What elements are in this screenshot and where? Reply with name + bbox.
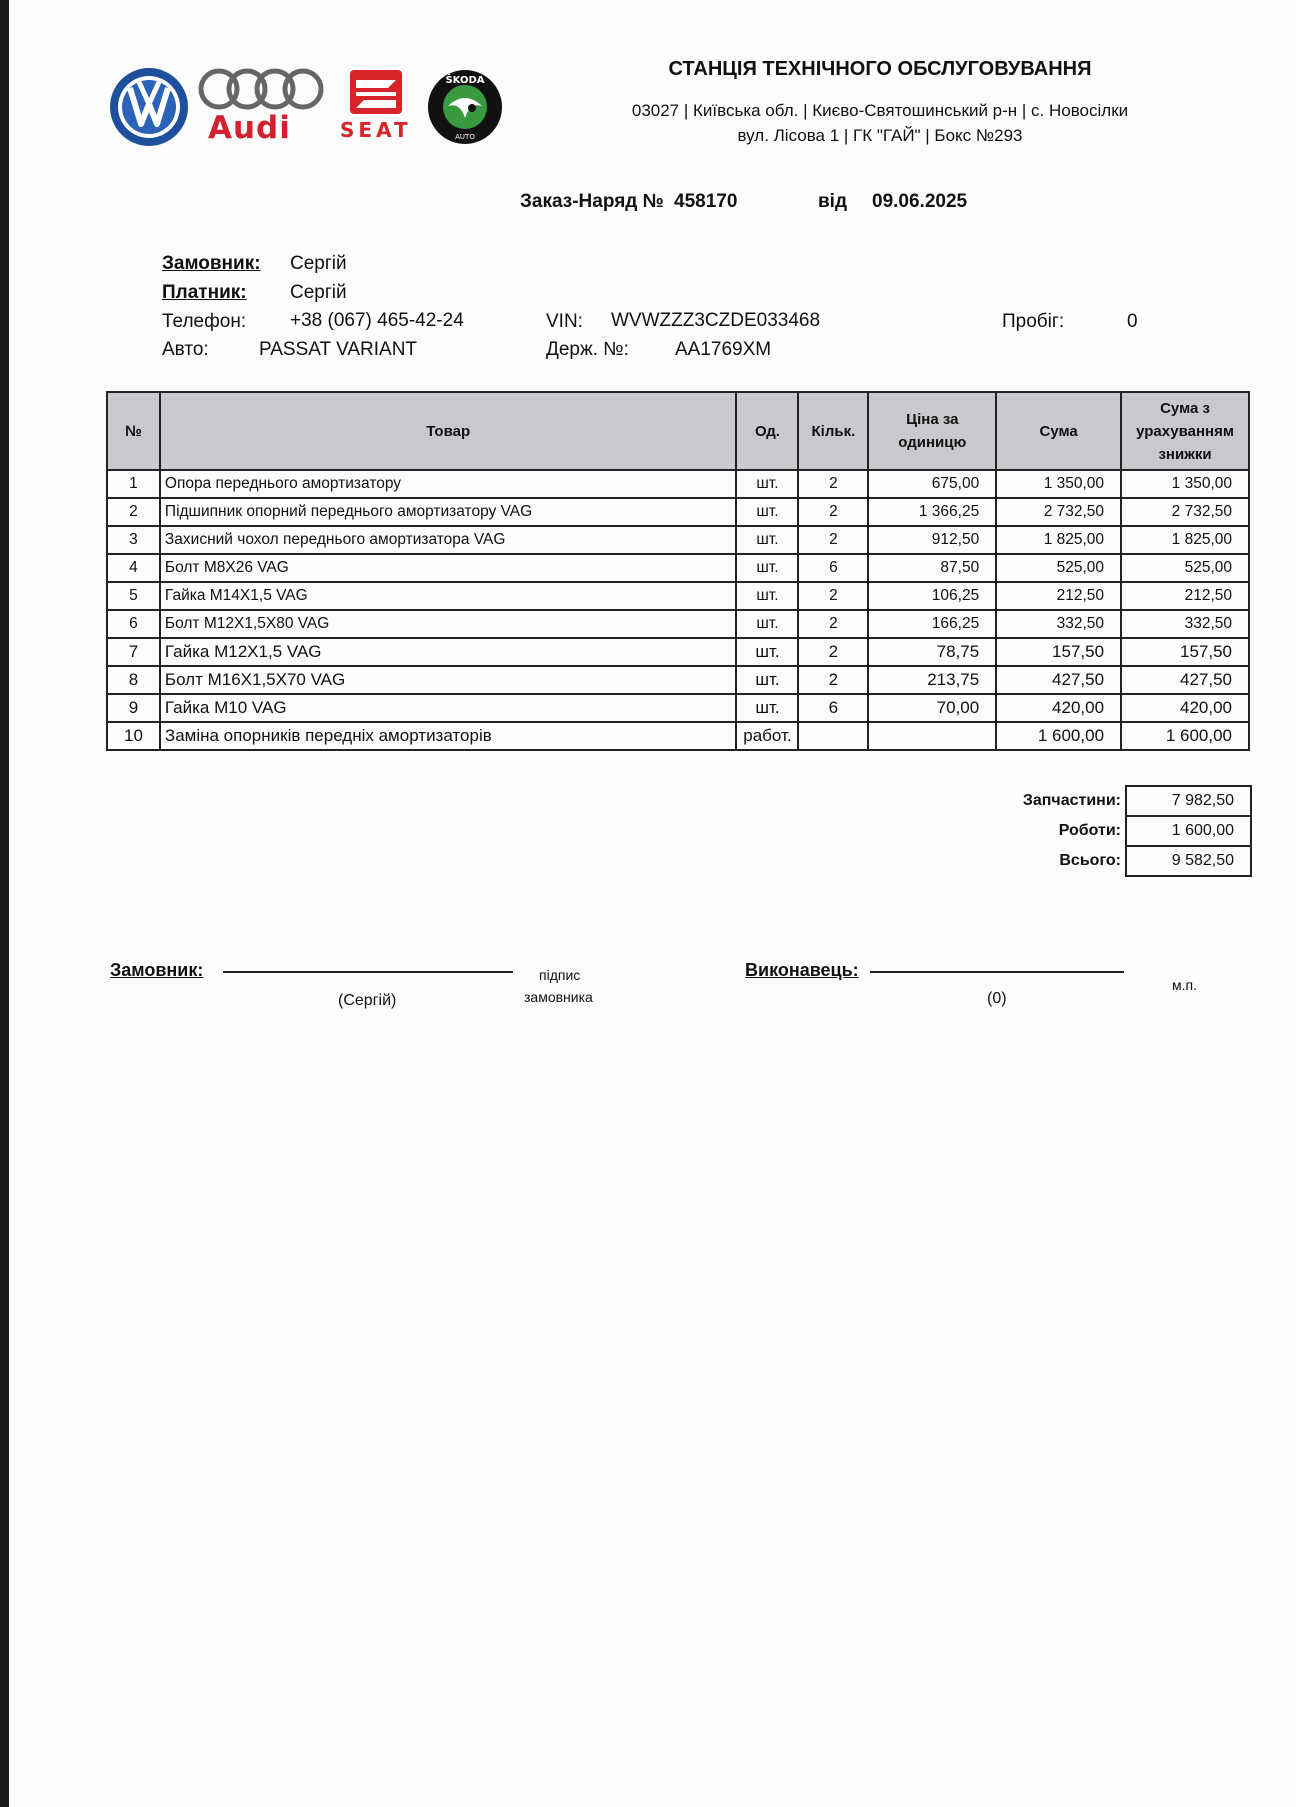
- row-unit: шт.: [736, 526, 798, 554]
- table-row: [107, 498, 1249, 526]
- row-name: Захисний чохол переднього амортизатора VAG: [160, 526, 737, 554]
- row-total: 1 350,00: [1121, 470, 1249, 498]
- order-from-label: від: [818, 191, 848, 212]
- row-unit: шт.: [736, 498, 798, 526]
- row-total: 2 732,50: [1121, 498, 1249, 526]
- header-disc-line2: урахуванням: [1136, 422, 1234, 440]
- signature-customer-label: Замовник:: [110, 960, 204, 980]
- row-qty: 2: [798, 610, 868, 638]
- row-sum: 1 825,00: [996, 526, 1121, 554]
- work-value: 1 600,00: [1126, 816, 1251, 846]
- row-name: Болт M8X26 VAG: [160, 554, 737, 582]
- audi-wordmark: Audi: [208, 110, 291, 146]
- row-name: Підшипник опорний переднього амортизатору VAG: [160, 498, 737, 526]
- row-name: Болт M12X1,5X80 VAG: [160, 610, 737, 638]
- total-label: Всього:: [1059, 852, 1121, 869]
- row-qty: 2: [798, 582, 868, 610]
- seat-emblem: [348, 68, 404, 116]
- vin-label: VIN:: [546, 311, 583, 332]
- row-unit: шт.: [736, 470, 798, 498]
- row-qty: 2: [798, 470, 868, 498]
- totals-table: [960, 785, 1252, 877]
- row-qty: 2: [798, 498, 868, 526]
- row-qty: 2: [798, 526, 868, 554]
- signature-caption-2: замовника: [524, 989, 593, 1005]
- row-total: 332,50: [1121, 610, 1249, 638]
- row-sum: 2 732,50: [996, 498, 1121, 526]
- mileage-value: 0: [1127, 311, 1138, 332]
- row-num: 9: [107, 694, 160, 722]
- row-unit: шт.: [736, 610, 798, 638]
- totals-row-work: [960, 816, 1251, 846]
- table-row: [107, 554, 1249, 582]
- car-value: PASSAT VARIANT: [259, 339, 418, 360]
- order-label: Заказ-Наряд №: [520, 191, 664, 212]
- plate-label: Держ. №:: [546, 339, 629, 360]
- row-price: 106,25: [868, 582, 996, 610]
- row-total: 212,50: [1121, 582, 1249, 610]
- brand-logos: [108, 62, 508, 148]
- total-value: 9 582,50: [1126, 846, 1251, 876]
- signature-customer-line: [223, 971, 513, 973]
- totals-row-total: [960, 846, 1251, 876]
- row-unit: работ.: [736, 722, 798, 750]
- totals-row-parts: [960, 786, 1251, 816]
- audi-rings: [196, 66, 328, 112]
- row-name: Болт M16X1,5X70 VAG: [160, 666, 737, 694]
- row-qty: 6: [798, 554, 868, 582]
- header-disc-line1: Сума з: [1160, 399, 1210, 417]
- row-qty: 6: [798, 694, 868, 722]
- table-row: [107, 694, 1249, 722]
- row-num: 4: [107, 554, 160, 582]
- row-total: 427,50: [1121, 666, 1249, 694]
- signature-caption-1: підпис: [539, 967, 581, 983]
- parts-value: 7 982,50: [1126, 786, 1251, 816]
- row-price: 675,00: [868, 470, 996, 498]
- row-num: 1: [107, 470, 160, 498]
- address-line-1: 03027 | Київська обл. | Києво-Святошинський р-н | с. Новосілки: [631, 101, 1129, 120]
- header-price: [868, 392, 996, 470]
- row-sum: 212,50: [996, 582, 1121, 610]
- table-row: [107, 526, 1249, 554]
- address-line-2: вул. Лісова 1 | ГК "ГАЙ" | Бокс №293: [737, 126, 1023, 145]
- vin-value: WVWZZZ3CZDE033468: [611, 310, 821, 331]
- row-sum: 332,50: [996, 610, 1121, 638]
- table-row: [107, 470, 1249, 498]
- row-sum: 1 600,00: [996, 722, 1121, 750]
- row-name: Заміна опорників передніх амортизаторів: [160, 722, 737, 750]
- header-sum: Сума: [996, 392, 1121, 470]
- table-row: [107, 610, 1249, 638]
- customer-label: Замовник:: [162, 253, 261, 274]
- signature-executor-line: [870, 971, 1124, 973]
- row-total: 1 600,00: [1121, 722, 1249, 750]
- order-date: 09.06.2025: [872, 191, 968, 212]
- row-num: 6: [107, 610, 160, 638]
- header-disc-line3: знижки: [1158, 445, 1212, 463]
- skoda-text: ŠKODA: [445, 75, 485, 86]
- row-unit: шт.: [736, 638, 798, 666]
- row-price: 166,25: [868, 610, 996, 638]
- table-row: [107, 722, 1249, 750]
- header-discount: [1121, 392, 1249, 470]
- row-total: 157,50: [1121, 638, 1249, 666]
- row-total: 420,00: [1121, 694, 1249, 722]
- station-title: СТАНЦІЯ ТЕХНІЧНОГО ОБСЛУГОВУВАННЯ: [668, 58, 1092, 80]
- row-sum: 427,50: [996, 666, 1121, 694]
- payer-label: Платник:: [162, 282, 247, 303]
- row-num: 2: [107, 498, 160, 526]
- signature-executor-label: Виконавець:: [745, 960, 859, 980]
- header-unit: Од.: [736, 392, 798, 470]
- stamp-place: м.п.: [1172, 977, 1197, 993]
- row-num: 3: [107, 526, 160, 554]
- row-price: [868, 722, 996, 750]
- order-number: 458170: [674, 191, 738, 212]
- row-price: 87,50: [868, 554, 996, 582]
- row-price: 70,00: [868, 694, 996, 722]
- skoda-logo: [426, 68, 504, 146]
- row-price: 213,75: [868, 666, 996, 694]
- row-unit: шт.: [736, 666, 798, 694]
- row-sum: 525,00: [996, 554, 1121, 582]
- row-num: 5: [107, 582, 160, 610]
- row-name: Гайка M10 VAG: [160, 694, 737, 722]
- phone-value: +38 (067) 465-42-24: [290, 310, 464, 331]
- row-sum: 157,50: [996, 638, 1121, 666]
- header-num: №: [107, 392, 160, 470]
- parts-label: Запчастини:: [1022, 792, 1121, 809]
- row-qty: 2: [798, 638, 868, 666]
- row-unit: шт.: [736, 694, 798, 722]
- row-name: Гайка M14X1,5 VAG: [160, 582, 737, 610]
- mileage-label: Пробіг:: [1002, 311, 1065, 332]
- row-qty: [798, 722, 868, 750]
- table-row: [107, 638, 1249, 666]
- vw-logo-text: VW: [108, 66, 110, 67]
- header-item: Товар: [160, 392, 737, 470]
- seat-wordmark: SEAT: [340, 118, 412, 142]
- row-name: Гайка M12X1,5 VAG: [160, 638, 737, 666]
- table-row: [107, 666, 1249, 694]
- row-num: 10: [107, 722, 160, 750]
- customer-name: Сергій: [290, 253, 347, 274]
- row-price: 1 366,25: [868, 498, 996, 526]
- skoda-sub: AUTO: [455, 133, 475, 141]
- work-label: Роботи:: [1058, 822, 1121, 839]
- row-num: 7: [107, 638, 160, 666]
- plate-value: AA1769XM: [675, 339, 772, 360]
- phone-label: Телефон:: [162, 311, 247, 332]
- row-name: Опора переднього амортизатору: [160, 470, 737, 498]
- row-num: 8: [107, 666, 160, 694]
- row-price: 78,75: [868, 638, 996, 666]
- row-total: 525,00: [1121, 554, 1249, 582]
- header-qty: Кільк.: [798, 392, 868, 470]
- payer-name: Сергій: [290, 282, 347, 303]
- row-qty: 2: [798, 666, 868, 694]
- table-header-row: [107, 392, 1249, 470]
- row-unit: шт.: [736, 554, 798, 582]
- car-label: Авто:: [162, 339, 209, 360]
- header-price-line2: одиницю: [898, 434, 967, 451]
- table-row: [107, 582, 1249, 610]
- row-unit: шт.: [736, 582, 798, 610]
- signature-executor-name: (0): [987, 990, 1007, 1007]
- page-left-edge: [0, 0, 9, 1807]
- row-price: 912,50: [868, 526, 996, 554]
- items-table: [106, 391, 1250, 751]
- header-price-line1: Ціна за: [906, 411, 959, 428]
- row-sum: 1 350,00: [996, 470, 1121, 498]
- row-total: 1 825,00: [1121, 526, 1249, 554]
- signature-customer-name: (Сергій): [338, 992, 397, 1009]
- row-sum: 420,00: [996, 694, 1121, 722]
- vw-logo: [108, 66, 190, 148]
